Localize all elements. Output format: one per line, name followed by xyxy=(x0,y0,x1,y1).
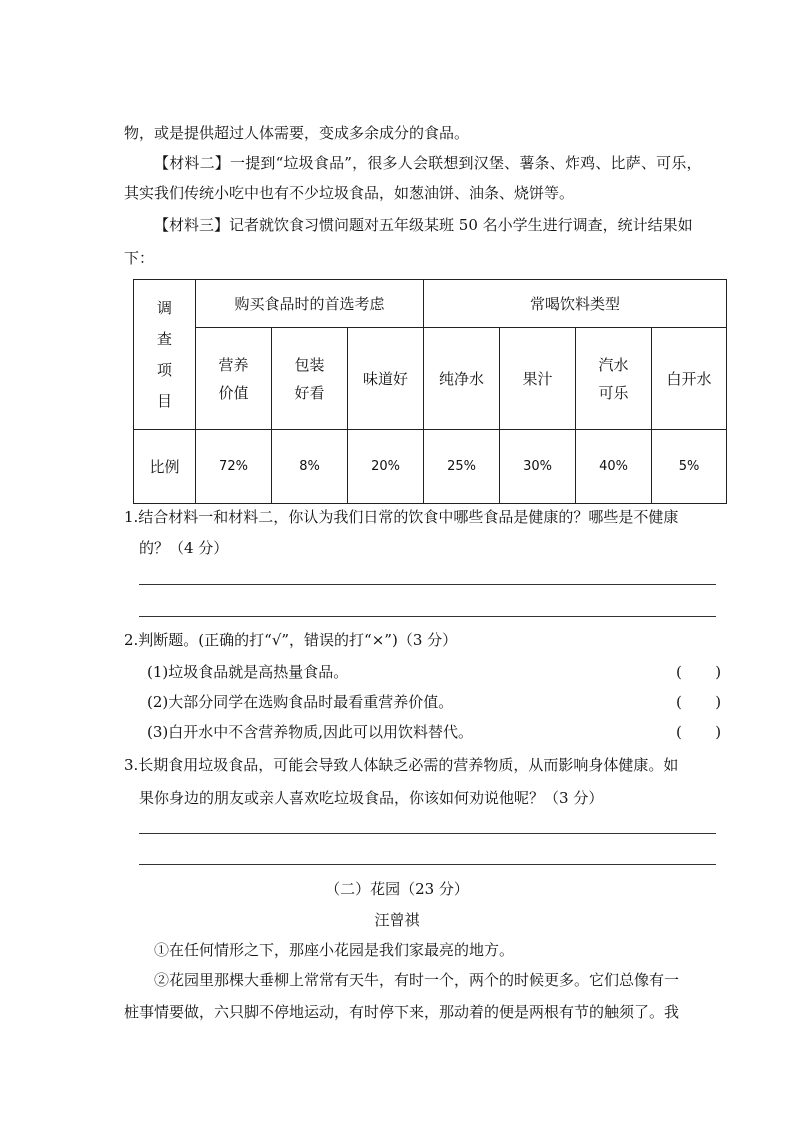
question-2-item-3: (3)白开水中不含营养物质,因此可以用饮料替代。 xyxy=(147,723,474,741)
passage1-tail: 物，或是提供超过人体需要，变成多余成分的食品。 xyxy=(124,124,470,142)
item-soda-cola: 汽水 可乐 xyxy=(576,328,652,430)
section-2-title: （二）花园（23 分） xyxy=(325,880,469,898)
question-3-line1: 3.长期食用垃圾食品，可能会导致人体缺乏必需的营养物质，从而影响身体健康。如 xyxy=(124,756,679,774)
section-2-paragraph-1: ①在任何情形之下，那座小花园是我们家最亮的地方。 xyxy=(154,941,515,959)
material2-line2: 其实我们传统小吃中也有不少垃圾食品，如葱油饼、油条、烧饼等。 xyxy=(124,184,575,202)
question-1-line2: 的？（4 分） xyxy=(139,539,229,557)
ratio-value: 5% xyxy=(652,430,727,504)
material3-line1: 【材料三】记者就饮食习惯问题对五年级某班 50 名小学生进行调查，统计结果如 xyxy=(154,216,693,234)
material2-line1: 【材料二】一提到“垃圾食品”，很多人会联想到汉堡、薯条、炸鸡、比萨、可乐， xyxy=(154,154,702,172)
answer-bracket[interactable]: ( ) xyxy=(676,693,722,711)
material3-line2: 下： xyxy=(124,249,155,267)
answer-line[interactable] xyxy=(139,584,716,585)
ratio-value: 8% xyxy=(272,430,348,504)
question-3-line2: 果你身边的朋友或亲人喜欢吃垃圾食品，你该如何劝说他呢？（3 分） xyxy=(139,789,604,807)
row-header-survey-item: 调 查 项 目 xyxy=(134,280,196,430)
answer-line[interactable] xyxy=(139,833,716,834)
ratio-label: 比例 xyxy=(134,430,196,504)
question-2-title: 2.判断题。(正确的打“√”，错误的打“×”)（3 分） xyxy=(124,631,458,649)
group-header-food-choice: 购买食品时的首选考虑 xyxy=(196,280,424,328)
question-2-item-2: (2)大部分同学在选购食品时最看重营养价值。 xyxy=(147,693,454,711)
ratio-value: 72% xyxy=(196,430,272,504)
item-good-taste: 味道好 xyxy=(348,328,424,430)
item-plain-water: 白开水 xyxy=(652,328,727,430)
answer-line[interactable] xyxy=(139,616,716,617)
answer-bracket[interactable]: ( ) xyxy=(676,663,722,681)
item-juice: 果汁 xyxy=(500,328,576,430)
section-2-paragraph-2-line1: ②花园里那棵大垂柳上常常有天牛，有时一个，两个的时候更多。它们总像有一 xyxy=(154,971,680,989)
answer-bracket[interactable]: ( ) xyxy=(676,723,722,741)
section-2-paragraph-2-line2: 桩事情要做，六只脚不停地运动，有时停下来，那动着的便是两根有节的触须了。我 xyxy=(124,1003,680,1021)
ratio-value: 20% xyxy=(348,430,424,504)
answer-line[interactable] xyxy=(139,864,716,865)
survey-table xyxy=(133,279,727,504)
item-good-packaging: 包装 好看 xyxy=(272,328,348,430)
section-2-author: 汪曾祺 xyxy=(374,911,420,929)
ratio-value: 40% xyxy=(576,430,652,504)
question-1-line1: 1.结合材料一和材料二，你认为我们日常的饮食中哪些食品是健康的？哪些是不健康 xyxy=(124,508,679,526)
group-header-drink-type: 常喝饮料类型 xyxy=(424,280,727,328)
ratio-value: 25% xyxy=(424,430,500,504)
item-pure-water: 纯净水 xyxy=(424,328,500,430)
item-nutrition-value: 营养 价值 xyxy=(196,328,272,430)
question-2-item-1: (1)垃圾食品就是高热量食品。 xyxy=(147,663,349,681)
ratio-value: 30% xyxy=(500,430,576,504)
